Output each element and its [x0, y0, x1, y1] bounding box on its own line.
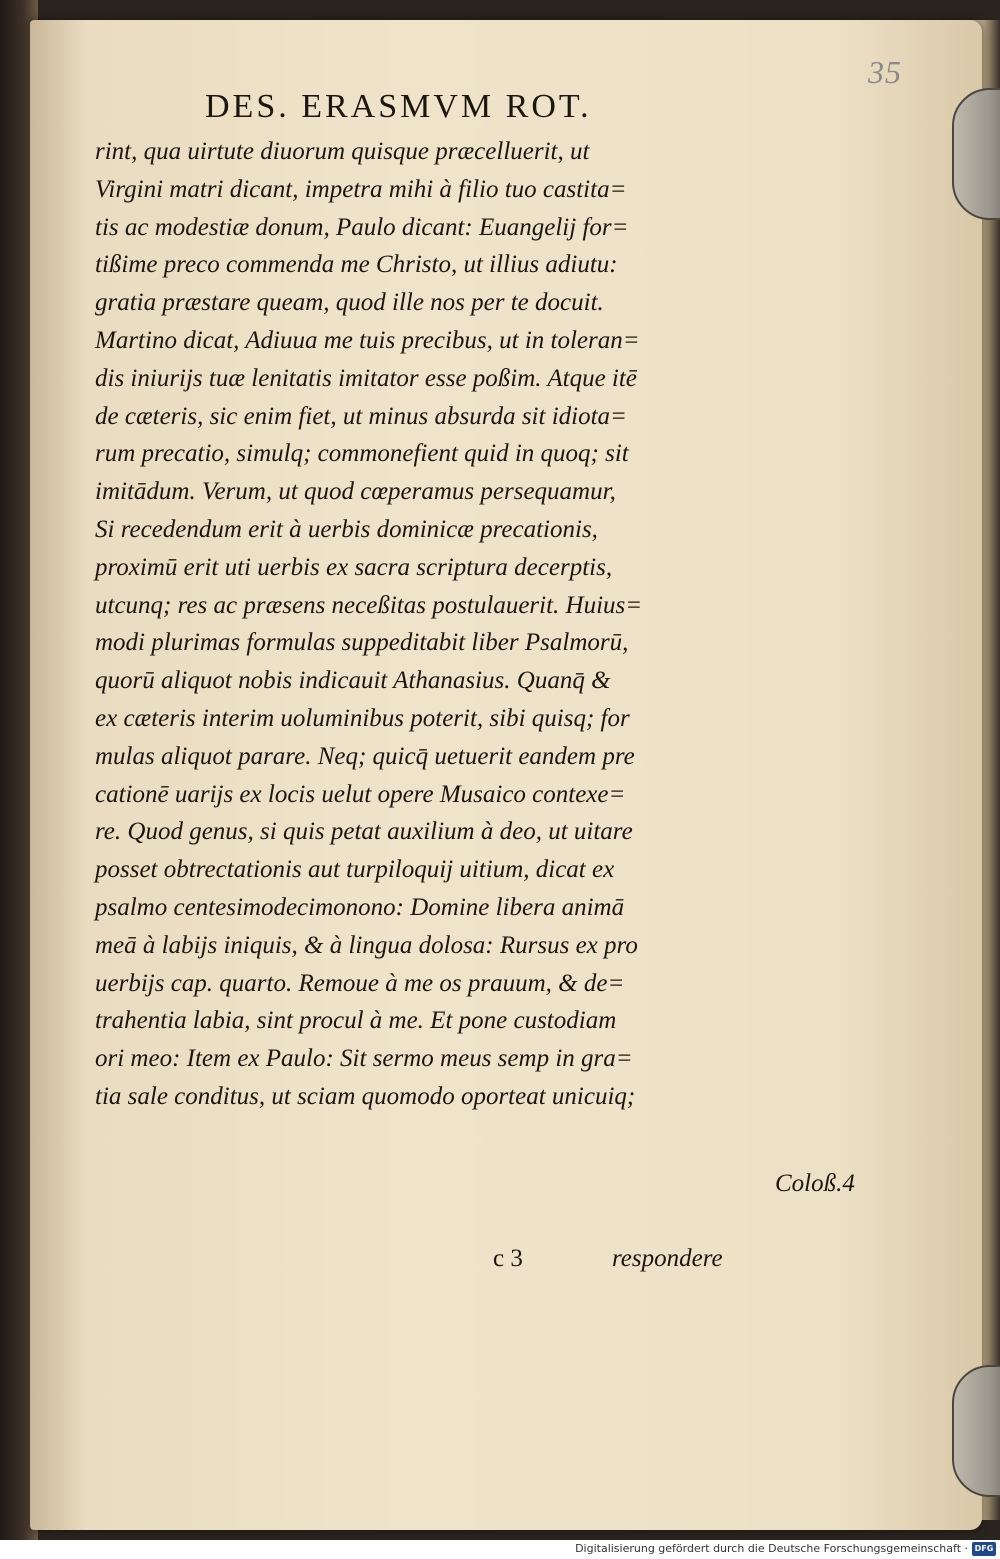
running-header: DES. ERASMVM ROT.	[205, 88, 592, 125]
text-line: tis ac modestiæ donum, Paulo dicant: Euangelij for=	[95, 213, 629, 241]
text-line: utcunq; res ac præsens neceßitas postulauerit. Huius=	[95, 591, 643, 619]
text-line: gratia præstare queam, quod ille nos per te docuit.	[95, 289, 604, 317]
text-line: Martino dicat, Adiuua me tuis precibus, ut in toleran=	[95, 326, 640, 354]
text-line: meā à labijs iniquis, & à lingua dolosa: Rursus ex pro	[95, 931, 638, 959]
text-line: tißime preco commenda me Christo, ut illius adiutu:	[95, 251, 618, 279]
text-line: imitādum. Verum, ut quod cœperamus persequamur,	[95, 478, 616, 506]
text-line: ori meo: Item ex Paulo: Sit sermo meus semp in gra=	[95, 1045, 633, 1073]
text-line: Si recedendum erit à uerbis dominicæ precationis,	[95, 515, 598, 543]
text-line: trahentia labia, sint procul à me. Et pone custodiam	[95, 1007, 617, 1035]
text-line: proximū erit uti uerbis ex sacra scriptura decerptis,	[95, 553, 613, 581]
text-line: ex cæteris interim uoluminibus poterit, sibi quisq; for	[95, 704, 630, 732]
marginal-note: Coloß.4	[775, 1170, 855, 1197]
metal-clasp-top	[952, 88, 1000, 220]
signature-mark: c 3	[493, 1245, 523, 1272]
metal-clasp-bottom	[952, 1365, 1000, 1497]
text-line: dis iniurijs tuæ lenitatis imitator esse poßim. Atque itē	[95, 364, 637, 392]
text-line: modi plurimas formulas suppeditabit liber Psalmorū,	[95, 629, 629, 657]
text-line: posset obtrectationis aut turpiloquij uitium, dicat ex	[95, 856, 615, 884]
body-text	[95, 133, 775, 1116]
text-line: de cæteris, sic enim fiet, ut minus absurda sit idiota=	[95, 402, 627, 430]
text-line: cationē uarijs ex locis uelut opere Musaico contexe=	[95, 780, 626, 808]
folio-number: 35	[868, 54, 902, 90]
page-foot	[95, 1245, 775, 1285]
text-line: quorū aliquot nobis indicauit Athanasius. Quanq̄ &	[95, 667, 611, 695]
dfg-logo[interactable]: DFG	[972, 1542, 996, 1556]
text-line: Virgini matri dicant, impetra mihi à filio tuo castita=	[95, 175, 627, 203]
text-line: mulas aliquot parare. Neq; quicq̄ uetuerit eandem pre	[95, 742, 635, 770]
text-line: tia sale conditus, ut sciam quomodo oporteat unicuiq;	[95, 1082, 636, 1110]
text-line: uerbijs cap. quarto. Remoue à me os prauum, & de=	[95, 969, 625, 997]
text-line: rum precatio, simulq; commonefient quid in quoq; sit	[95, 440, 629, 468]
funding-notice: Digitalisierung gefördert durch die Deutsche Forschungsgemeinschaft ·	[575, 1542, 968, 1555]
footer-bar	[0, 1540, 1000, 1559]
catchword: respondere	[612, 1245, 723, 1272]
text-line: re. Quod genus, si quis petat auxilium à deo, ut uitare	[95, 818, 633, 846]
text-line: rint, qua uirtute diuorum quisque præcelluerit, ut	[95, 138, 590, 165]
text-line: psalmo centesimodecimonono: Domine libera animā	[95, 893, 625, 921]
